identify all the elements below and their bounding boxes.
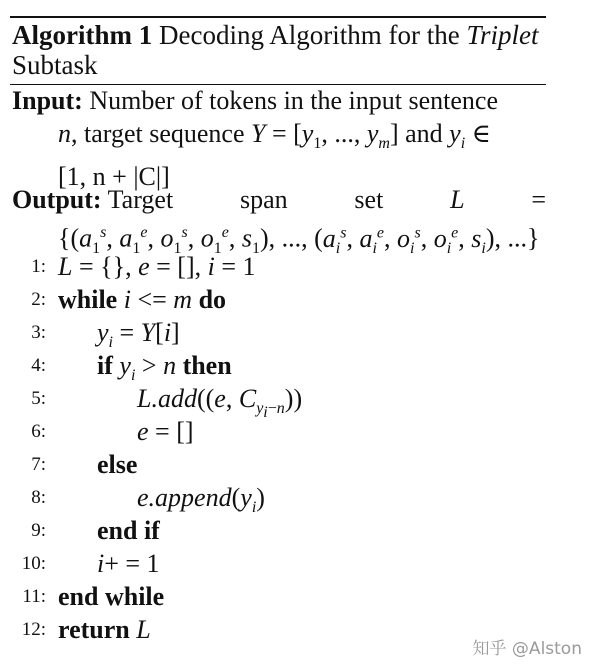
input-label: Input:	[12, 86, 83, 115]
step-num: 1:	[31, 256, 46, 277]
watermark: 知乎 @Alston	[472, 639, 582, 659]
output-word-4: L	[450, 185, 465, 214]
step-num: 7:	[31, 454, 46, 475]
input-line1: Number of tokens in the input sentence	[89, 86, 499, 115]
step-num: 12:	[21, 619, 46, 640]
output-line2: {($a_1^s$, $a_1^e$, $o_1^s$, $o_1^e$, $s_1$), ..., ($a_i^s$, $a_i^e$, $o_i^s$, $o_i^e$, $s_i$), ...}	[58, 223, 540, 257]
output-word-1: Target	[107, 185, 174, 214]
step-code: $y_i = Y[i]$	[97, 318, 180, 352]
step-code: e = []	[137, 417, 194, 446]
output-label: Output:	[12, 185, 102, 214]
input-line2: n, target sequence $Y = [y_1$, ..., $y_m$] and $y_i$ ∈	[58, 119, 491, 153]
step-code: if $y_i > n$ then	[97, 351, 232, 385]
output-word-2: span	[239, 185, 288, 214]
step-num: 10:	[21, 553, 46, 574]
step-code: L = {}, e = [], i = 1	[58, 252, 256, 281]
step-num: 11:	[22, 586, 46, 607]
step-code: else	[97, 450, 138, 479]
step-num: 4:	[31, 355, 46, 376]
step-code: $e.append(y_i)$	[137, 483, 265, 517]
step-num: 5:	[31, 388, 46, 409]
step-code: return L	[58, 615, 151, 644]
title-cont: Subtask	[12, 50, 98, 80]
step-code: while i <= m do	[58, 285, 227, 314]
step-num: 3:	[31, 322, 46, 343]
step-num: 2:	[31, 289, 46, 310]
top-rule	[10, 16, 546, 18]
step-code: end if	[97, 516, 160, 545]
output-word-3: set	[354, 185, 384, 214]
step-num: 6:	[31, 421, 46, 442]
algorithm-label: Algorithm 1	[12, 20, 153, 50]
title-main: Decoding Algorithm for the	[158, 20, 460, 50]
step-code: i+ = 1	[97, 549, 160, 578]
step-code: end while	[58, 582, 165, 611]
algorithm-title	[12, 20, 546, 80]
step-num: 9:	[31, 520, 46, 541]
output-word-5: =	[531, 185, 546, 214]
step-num: 8:	[31, 487, 46, 508]
title-italic: Triplet	[466, 20, 539, 50]
input-line3: [1, n + |C|]	[58, 162, 170, 192]
step-code: L.add((e, $C_{y_i-n}$))	[137, 384, 303, 422]
input-block	[12, 84, 546, 193]
